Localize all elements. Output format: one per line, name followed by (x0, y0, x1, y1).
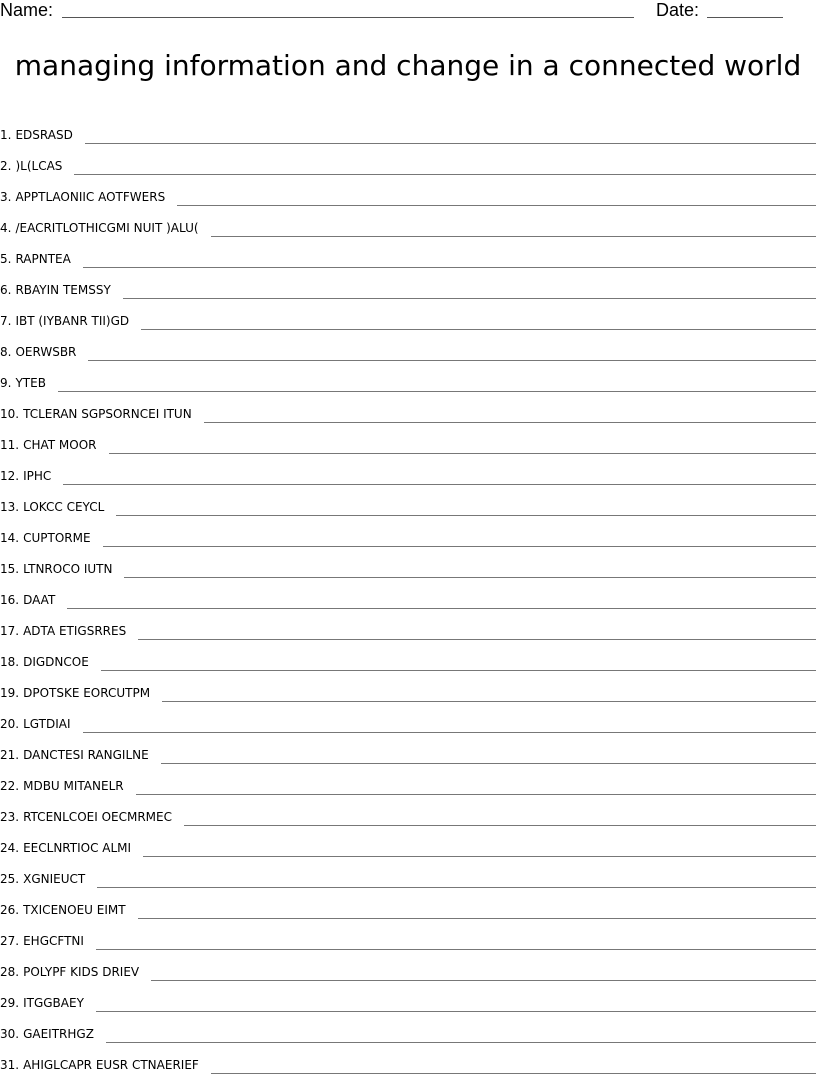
scrambled-word: DAAT (23, 592, 55, 608)
scrambled-word: /EACRITLOTHICGMI NUIT )ALU( (15, 220, 198, 236)
answer-line[interactable] (123, 298, 816, 299)
item-number: 30. (0, 1026, 19, 1042)
answer-line[interactable] (97, 887, 816, 888)
scrambled-word: POLYPF KIDS DRIEV (23, 964, 139, 980)
list-item (0, 144, 816, 175)
date-field-line[interactable] (707, 17, 783, 18)
answer-line[interactable] (161, 763, 816, 764)
item-number: 19. (0, 685, 19, 701)
scrambled-word: YTEB (15, 375, 45, 391)
item-number: 3. (0, 189, 11, 205)
scrambled-word: IPHC (23, 468, 51, 484)
answer-line[interactable] (151, 980, 816, 981)
list-item (0, 392, 816, 423)
scrambled-word: GAEITRHGZ (23, 1026, 94, 1042)
scrambled-word: RAPNTEA (15, 251, 70, 267)
list-item (0, 299, 816, 330)
scrambled-word: LTNROCO IUTN (23, 561, 112, 577)
list-item (0, 361, 816, 392)
answer-line[interactable] (138, 639, 816, 640)
list-item (0, 175, 816, 206)
item-number: 9. (0, 375, 11, 391)
item-number: 13. (0, 499, 19, 515)
list-item (0, 857, 816, 888)
scramble-list (0, 113, 816, 1074)
scrambled-word: ADTA ETIGSRRES (23, 623, 126, 639)
list-item (0, 888, 816, 919)
item-number: 14. (0, 530, 19, 546)
item-number: 16. (0, 592, 19, 608)
item-number: 15. (0, 561, 19, 577)
list-item (0, 795, 816, 826)
item-number: 27. (0, 933, 19, 949)
name-field-line[interactable] (62, 17, 634, 18)
answer-line[interactable] (211, 236, 816, 237)
scrambled-word: ITGGBAEY (23, 995, 84, 1011)
scrambled-word: XGNIEUCT (23, 871, 85, 887)
scrambled-word: )L(LCAS (15, 158, 62, 174)
list-item (0, 578, 816, 609)
item-number: 29. (0, 995, 19, 1011)
item-number: 21. (0, 747, 19, 763)
date-label: Date: (656, 0, 699, 20)
answer-line[interactable] (85, 143, 816, 144)
item-number: 7. (0, 313, 11, 329)
list-item (0, 733, 816, 764)
item-number: 24. (0, 840, 19, 856)
scrambled-word: LGTDIAI (23, 716, 70, 732)
item-number: 22. (0, 778, 19, 794)
scrambled-word: CHAT MOOR (23, 437, 96, 453)
scrambled-word: DANCTESI RANGILNE (23, 747, 149, 763)
answer-line[interactable] (83, 732, 816, 733)
list-item (0, 268, 816, 299)
scrambled-word: EDSRASD (15, 127, 72, 143)
scrambled-word: EHGCFTNI (23, 933, 84, 949)
scrambled-word: RTCENLCOEI OECMRMEC (23, 809, 172, 825)
answer-line[interactable] (96, 949, 816, 950)
item-number: 23. (0, 809, 19, 825)
worksheet-title: managing information and change in a connected world (0, 48, 816, 84)
item-number: 8. (0, 344, 11, 360)
item-number: 26. (0, 902, 19, 918)
answer-line[interactable] (138, 918, 816, 919)
list-item (0, 516, 816, 547)
list-item (0, 981, 816, 1012)
scrambled-word: TXICENOEU EIMT (23, 902, 125, 918)
scrambled-word: OERWSBR (15, 344, 76, 360)
answer-line[interactable] (106, 1042, 816, 1043)
scrambled-word: MDBU MITANELR (23, 778, 124, 794)
list-item (0, 702, 816, 733)
answer-line[interactable] (74, 174, 816, 175)
scrambled-word: APPTLAONIIC AOTFWERS (15, 189, 165, 205)
answer-line[interactable] (96, 1011, 816, 1012)
item-number: 11. (0, 437, 19, 453)
item-number: 31. (0, 1057, 19, 1073)
scrambled-word: DIGDNCOE (23, 654, 89, 670)
item-number: 1. (0, 127, 11, 143)
item-number: 28. (0, 964, 19, 980)
list-item (0, 1012, 816, 1043)
list-item (0, 950, 816, 981)
list-item (0, 113, 816, 144)
item-number: 12. (0, 468, 19, 484)
worksheet-header (0, 0, 816, 24)
answer-line[interactable] (116, 515, 816, 516)
list-item (0, 485, 816, 516)
answer-line[interactable] (67, 608, 816, 609)
list-item (0, 919, 816, 950)
answer-line[interactable] (141, 329, 816, 330)
scrambled-word: LOKCC CEYCL (23, 499, 104, 515)
answer-line[interactable] (103, 546, 816, 547)
answer-line[interactable] (204, 422, 816, 423)
scrambled-word: DPOTSKE EORCUTPM (23, 685, 150, 701)
list-item (0, 826, 816, 857)
answer-line[interactable] (177, 205, 816, 206)
answer-line[interactable] (124, 577, 816, 578)
answer-line[interactable] (162, 701, 816, 702)
list-item (0, 454, 816, 485)
answer-line[interactable] (101, 670, 816, 671)
list-item (0, 206, 816, 237)
item-number: 17. (0, 623, 19, 639)
answer-line[interactable] (83, 267, 816, 268)
list-item (0, 330, 816, 361)
answer-line[interactable] (58, 391, 816, 392)
name-label: Name: (0, 0, 53, 20)
scrambled-word: TCLERAN SGPSORNCEI ITUN (23, 406, 192, 422)
item-number: 6. (0, 282, 11, 298)
item-number: 20. (0, 716, 19, 732)
answer-line[interactable] (136, 794, 816, 795)
item-number: 2. (0, 158, 11, 174)
scrambled-word: RBAYIN TEMSSY (15, 282, 110, 298)
answer-line[interactable] (143, 856, 816, 857)
list-item (0, 547, 816, 578)
list-item (0, 640, 816, 671)
list-item (0, 609, 816, 640)
item-number: 10. (0, 406, 19, 422)
item-number: 5. (0, 251, 11, 267)
answer-line[interactable] (184, 825, 816, 826)
scrambled-word: AHIGLCAPR EUSR CTNAERIEF (23, 1057, 199, 1073)
item-number: 4. (0, 220, 11, 236)
scrambled-word: CUPTORME (23, 530, 90, 546)
scrambled-word: EECLNRTIOC ALMI (23, 840, 131, 856)
list-item (0, 671, 816, 702)
answer-line[interactable] (109, 453, 816, 454)
list-item (0, 423, 816, 454)
answer-line[interactable] (88, 360, 816, 361)
list-item (0, 764, 816, 795)
item-number: 25. (0, 871, 19, 887)
scrambled-word: IBT (IYBANR TII)GD (15, 313, 129, 329)
list-item (0, 1043, 816, 1074)
answer-line[interactable] (63, 484, 816, 485)
list-item (0, 237, 816, 268)
item-number: 18. (0, 654, 19, 670)
